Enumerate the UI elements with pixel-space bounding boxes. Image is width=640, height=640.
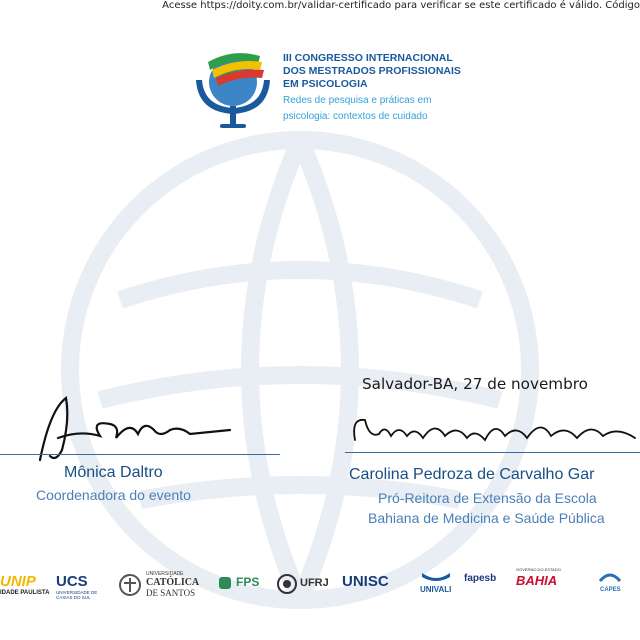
univali-wave-icon	[420, 569, 452, 583]
logo-ucs: UCS UNIVERSIDADE DE CAXIAS DO SUL	[56, 573, 98, 600]
certificate-verification-notice: Acesse https://doity.com.br/validar-certificado para verificar se este certificado é válido. Código	[162, 0, 640, 11]
fps-leaf-icon	[218, 575, 232, 591]
logo-fapesb: fapesb	[464, 573, 497, 584]
psi-globe-flag-icon	[188, 40, 278, 135]
capes-icon	[598, 571, 622, 585]
event-title-line: III CONGRESSO INTERNACIONAL	[283, 52, 453, 64]
signature-block-left	[0, 390, 290, 510]
catolica-seal-icon	[118, 573, 142, 597]
signature-block-right	[345, 410, 640, 526]
signer-name-left: Mônica Daltro	[64, 464, 163, 481]
event-subtitle-line: psicologia: contextos de cuidado	[283, 111, 428, 122]
logo-unisc: UNISC	[342, 573, 389, 590]
logo-unip: UNIP IDADE PAULISTA	[0, 573, 50, 596]
signer-name-right: Carolina Pedroza de Carvalho Gar	[349, 466, 595, 483]
partner-logos: UNIP IDADE PAULISTA UCS UNIVERSIDADE DE CAXIAS DO SUL UNIVERSIDADE CATÓLICA DE SANTOS FPS UFRJ UNISC UNIVALI fapesb GOVERNO DO ESTADO BAHIA CAPES	[0, 567, 621, 600]
event-title-line: DOS MESTRADOS PROFISSIONAIS	[283, 65, 461, 77]
event-logo	[188, 40, 478, 140]
ufrj-seal-icon	[276, 573, 298, 595]
signer-role-right: Pró-Reitora de Extensão da Escola	[378, 490, 597, 506]
handwritten-signature-left	[20, 390, 280, 470]
signer-role-right: Bahiana de Medicina e Saúde Pública	[368, 510, 605, 526]
event-subtitle-line: Redes de pesquisa e práticas em	[283, 95, 432, 106]
place-and-date: Salvador-BA, 27 de novembro	[362, 375, 588, 393]
event-title-line: EM PSICOLOGIA	[283, 78, 368, 90]
handwritten-signature-right	[345, 410, 640, 450]
signer-role-left: Coordenadora do evento	[36, 487, 191, 503]
